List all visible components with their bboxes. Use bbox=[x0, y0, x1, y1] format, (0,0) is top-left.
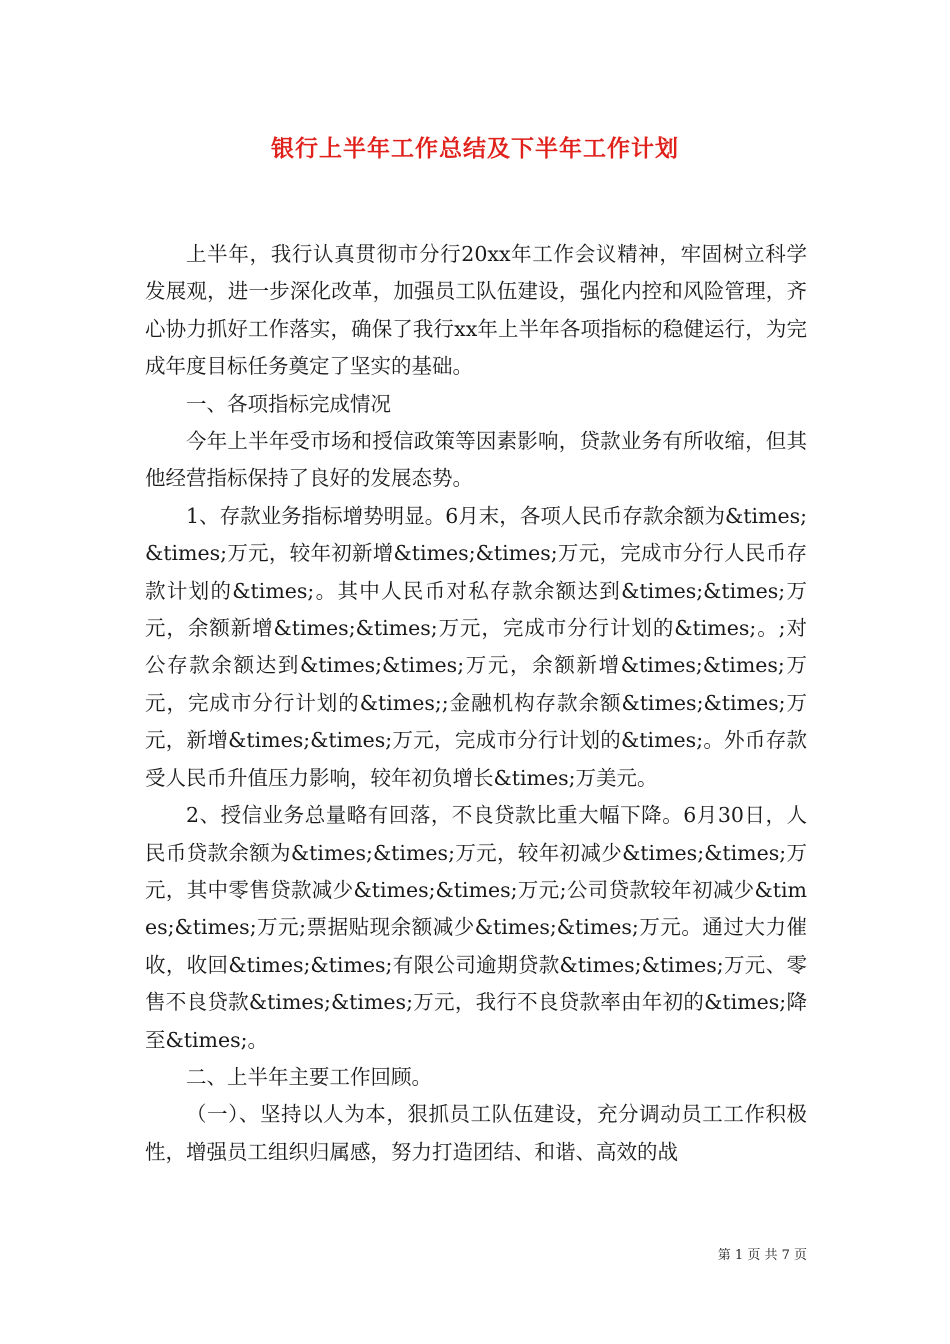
section-heading-indicators: 一、各项指标完成情况 bbox=[186, 391, 391, 416]
document-title: 银行上半年工作总结及下半年工作计划 bbox=[271, 135, 679, 162]
paragraph-credit: 2、授信业务总量略有回落，不良贷款比重大幅下降。6月30日，人民币贷款余额为&times;&times;万元，较年初减少&times;&times;万元，其中零售贷款减少&times;&times;万元;公司贷款较年初减少&times;&times;万元;票据贴现余额减少&times;&times;万元。通过大力催收，收回&times;&times;有限公司逾期贷款&times;&times;万元、零售不良贷款&times;&times;万元，我行不良贷款率由年初的&times;降至&times;。 bbox=[145, 803, 807, 1052]
section-heading-review: 二、上半年主要工作回顾。 bbox=[186, 1064, 432, 1089]
paragraph-staff: （一）、坚持以人为本，狠抓员工队伍建设，充分调动员工工作积极性，增强员工组织归属感，努力打造团结、和谐、高效的战 bbox=[145, 1102, 807, 1164]
intro-paragraph: 上半年，我行认真贯彻市分行20xx年工作会议精神，牢固树立科学发展观，进一步深化改革，加强员工队伍建设，强化内控和风险管理，齐心协力抓好工作落实，确保了我行xx年上半年各项指标的稳健运行，为完成年度目标任务奠定了坚实的基础。 bbox=[145, 242, 807, 379]
paragraph-deposits: 1、存款业务指标增势明显。6月末，各项人民币存款余额为&times;&times;万元，较年初新增&times;&times;万元，完成市分行人民币存款计划的&times;。其中人民币对私存款余额达到&times;&times;万元，余额新增&times;&times;万元，完成市分行计划的&times;。;对公存款余额达到&times;&times;万元，余额新增&times;&times;万元，完成市分行计划的&times;;金融机构存款余额&times;&times;万元，新增&times;&times;万元，完成市分行计划的&times;。外币存款受人民币升值压力影响，较年初负增长&times;万美元。 bbox=[145, 503, 807, 790]
paragraph-overview: 今年上半年受市场和授信政策等因素影响，贷款业务有所收缩，但其他经营指标保持了良好的发展态势。 bbox=[145, 429, 807, 491]
document-body bbox=[145, 236, 807, 1171]
page-number: 第 1 页 共 7 页 bbox=[717, 1248, 807, 1263]
